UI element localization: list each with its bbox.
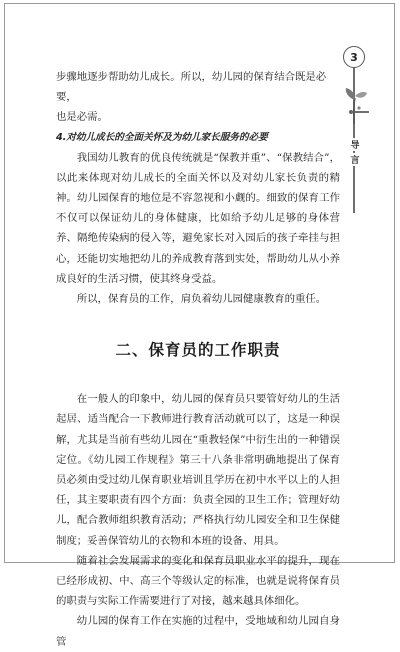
margin-decoration (341, 40, 371, 210)
side-label-guide: 导 (345, 138, 365, 151)
page-number: 3 (343, 46, 365, 68)
subheading: 4.对幼儿成长的全面关怀及为幼儿家长服务的必要 (56, 131, 268, 143)
paragraph: 幼儿园的保育工作在实施的过程中，受地域和幼儿园自身管 (56, 615, 340, 648)
paragraph: 我国幼儿教育的优良传统就是“保教并重”、“保教结合”，以此来体现对幼儿成长的全面关怀以及对幼儿家长负责的精神。幼儿园保育的地位是不容忽视和小觑的。细致的保育工作不仅可以保证幼儿的身体健康，比如给予幼儿足够的身体营养、隔绝传染病的侵入等，避免家长对入园后的孩子牵挂与担心，还能切实地把幼儿的养成教育落到实处，帮助幼儿从小养成良好的生活习惯，使其终身受益。 (56, 151, 340, 285)
side-label-words: 言 (345, 153, 365, 166)
paragraph: 随着社会发展需求的变化和保育员职业水平的提升，现在已经形成初、中、高三个等级认定的标准，也就是说将保育员的职责与实际工作需要进行了对接，越来越具体细化。 (56, 554, 340, 608)
sprout-icon (341, 84, 369, 124)
paragraph: 在一般人的印象中，幼儿园的保育员只要管好幼儿的生活起居、适当配合一下教师进行教育活动就可以了，这是一种误解，尤其是当前有些幼儿园在“重教轻保”中衍生出的一种错误定位。《幼儿园工作规程》第三十八条非常明确地提出了保育员必须由受过幼儿保育职业培训且学历在初中水平以上的人担任，其主要职责有四个方面：负责全园的卫生工作；管理好幼儿，配合教师组织教育活动；严格执行幼儿园安全和卫生保健制度；妥善保管幼儿的衣物和本班的设备、用具。 (56, 393, 340, 547)
section-title: 二、保育员的工作职责 (115, 341, 281, 360)
paragraph-top-line2: 也是必需。 (56, 111, 108, 124)
paragraph-top-line1: 步骤地逐步帮助幼儿成长。所以，幼儿园的保育结合既是必要， (56, 71, 327, 104)
paragraph: 所以，保育员的工作，肩负着幼儿园健康教育的重任。 (76, 293, 327, 306)
page-content (56, 67, 340, 652)
